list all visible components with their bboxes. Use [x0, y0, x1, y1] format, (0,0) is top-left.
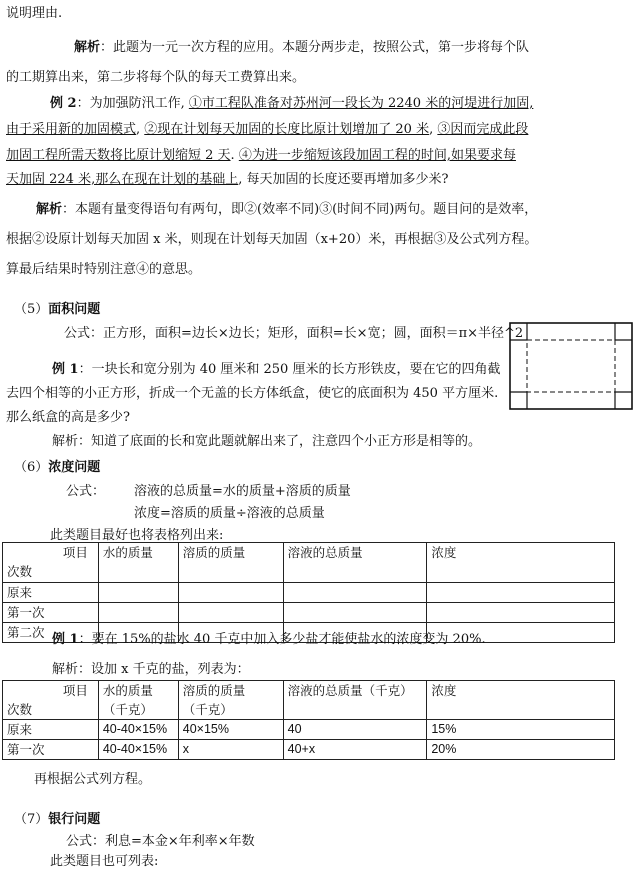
bank-formula: 公式：利息=本金×年利率×年数 — [66, 834, 255, 849]
table-cell — [283, 583, 427, 603]
corner-square-bottom-left — [510, 392, 527, 409]
table-corner-cell: 项目 次数 — [3, 681, 99, 720]
table-row — [3, 583, 615, 603]
section-7-heading: （7）银行问题 — [14, 812, 101, 827]
concentration-formula-label: 公式： — [66, 484, 106, 499]
analysis-1-line-1 — [74, 36, 529, 55]
table-cell: 15% — [427, 720, 615, 740]
analysis-2-label: 解析 — [36, 202, 63, 217]
bank-note: 此类题目也可列表: — [50, 854, 159, 869]
corner-square-bottom-right — [615, 392, 632, 409]
example-2-line-4: 天加固 224 米,那么在现在计划的基础上, 每天加固的长度还要再增加多少米? — [6, 172, 449, 187]
table-cell — [98, 583, 178, 603]
sheet-outline — [510, 323, 632, 409]
table-cell — [427, 603, 615, 623]
concentration-formula-1: 溶液的总质量=水的质量+溶质的质量 — [134, 484, 351, 499]
section-5-heading: （5）面积问题 — [14, 302, 101, 317]
row-label: 原来 — [3, 583, 99, 603]
table-cell: 40 — [283, 720, 427, 740]
table-cell — [178, 583, 283, 603]
table-cell — [178, 603, 283, 623]
table-cell: 40-40×15% — [98, 740, 178, 760]
table-cell: 40-40×15% — [98, 720, 178, 740]
example-2-line-3: 加固工程所需天数将比原计划缩短 2 天. ④为进一步缩短该段加固工程的时间,如果要求每 — [6, 148, 516, 163]
analysis-2-line-1: 解析：本题有量变得语句有两句，即②(效率不同)③(时间不同)两句。题目问的是效率， — [36, 202, 538, 217]
box-fold-diagram — [509, 322, 633, 410]
table-cell — [427, 583, 615, 603]
corner-square-top-right — [615, 323, 632, 340]
concentration-example-line: 例 1：要在 15%的盐水 40 千克中加入多少盐才能使盐水的浓度变为 20%. — [52, 632, 486, 647]
area-formula: 公式：正方形，面积=边长×边长；矩形，面积=长×宽；圆，面积＝π×半径^2 — [64, 326, 524, 341]
example-2-label: 例 2 — [50, 96, 77, 111]
row-label: 第二次 — [3, 623, 99, 643]
column-header: 浓度 — [427, 543, 615, 583]
analysis-1-text: ：此题为一元一次方程的应用。本题分两步走，按照公式，第一步将每个队 — [100, 40, 530, 55]
area-example-line-2: 去四个相等的小正方形，折成一个无盖的长方体纸盒，使它的底面积为 450 平方厘米. — [6, 386, 499, 401]
example-2-line-1: 例 2：为加强防汛工作, ①市工程队准备对苏州河一段长为 2240 米的河堤进行加固, — [50, 96, 534, 111]
column-header: 溶液的总质量（千克） — [283, 681, 427, 720]
table-cell: 40+x — [283, 740, 427, 760]
concentration-example-label: 例 1 — [52, 632, 79, 647]
row-label: 第一次 — [3, 603, 99, 623]
table-cell — [98, 603, 178, 623]
column-header: 溶质的质量 （千克） — [178, 681, 283, 720]
column-header: 溶质的质量 — [178, 543, 283, 583]
area-example-line-1: 例 1：一块长和宽分别为 40 厘米和 250 厘米的长方形铁皮，要在它的四角截 — [52, 362, 501, 377]
table-row — [3, 720, 615, 740]
fold-line-rect — [527, 340, 615, 392]
table-cell — [283, 603, 427, 623]
table-row — [3, 740, 615, 760]
table-cell: 40×15% — [178, 720, 283, 740]
example-2-line-2: 由于采用新的加固模式, ②现在计划每天加固的长度比原计划增加了 20 米, ③因而完成此段 — [6, 122, 529, 137]
concentration-formula-2: 浓度=溶质的质量÷溶液的总质量 — [134, 506, 325, 521]
area-analysis: 解析：知道了底面的长和宽此题就解出来了，注意四个小正方形是相等的。 — [52, 434, 482, 449]
table-row — [3, 603, 615, 623]
concentration-example-analysis: 解析：设加 x 千克的盐，列表为： — [52, 662, 250, 677]
analysis-2-line-3: 算最后结果时特别注意④的意思。 — [6, 262, 202, 277]
after-table-note: 再根据公式列方程。 — [34, 772, 152, 787]
analysis-1-line-2: 的工期算出来，第二步将每个队的每天工费算出来。 — [6, 70, 306, 85]
table-header-row — [3, 681, 615, 720]
table-note: 此类题目最好也将表格列出来: — [50, 528, 224, 543]
area-example-line-3: 那么纸盒的高是多少? — [6, 410, 130, 425]
table-corner-cell: 项目 次数 — [3, 543, 99, 583]
column-header: 浓度 — [427, 681, 615, 720]
column-header: 水的质量 （千克） — [98, 681, 178, 720]
analysis-1-label: 解析 — [74, 40, 101, 55]
corner-square-top-left — [510, 323, 527, 340]
area-example-label: 例 1 — [52, 362, 79, 377]
column-header: 水的质量 — [98, 543, 178, 583]
column-header: 溶液的总质量 — [283, 543, 427, 583]
analysis-2-line-2: 根据②设原计划每天加固 x 米，则现在计划每天加固（x+20）米，再根据③及公式列方程。 — [6, 232, 538, 247]
table-header-row — [3, 543, 615, 583]
section-6-heading: （6）浓度问题 — [14, 460, 101, 475]
intro-tail: 说明理由. — [6, 6, 63, 21]
table-cell: 20% — [427, 740, 615, 760]
row-label: 第一次 — [3, 740, 99, 760]
row-label: 原来 — [3, 720, 99, 740]
table-cell: x — [178, 740, 283, 760]
concentration-solution-table — [2, 680, 615, 760]
